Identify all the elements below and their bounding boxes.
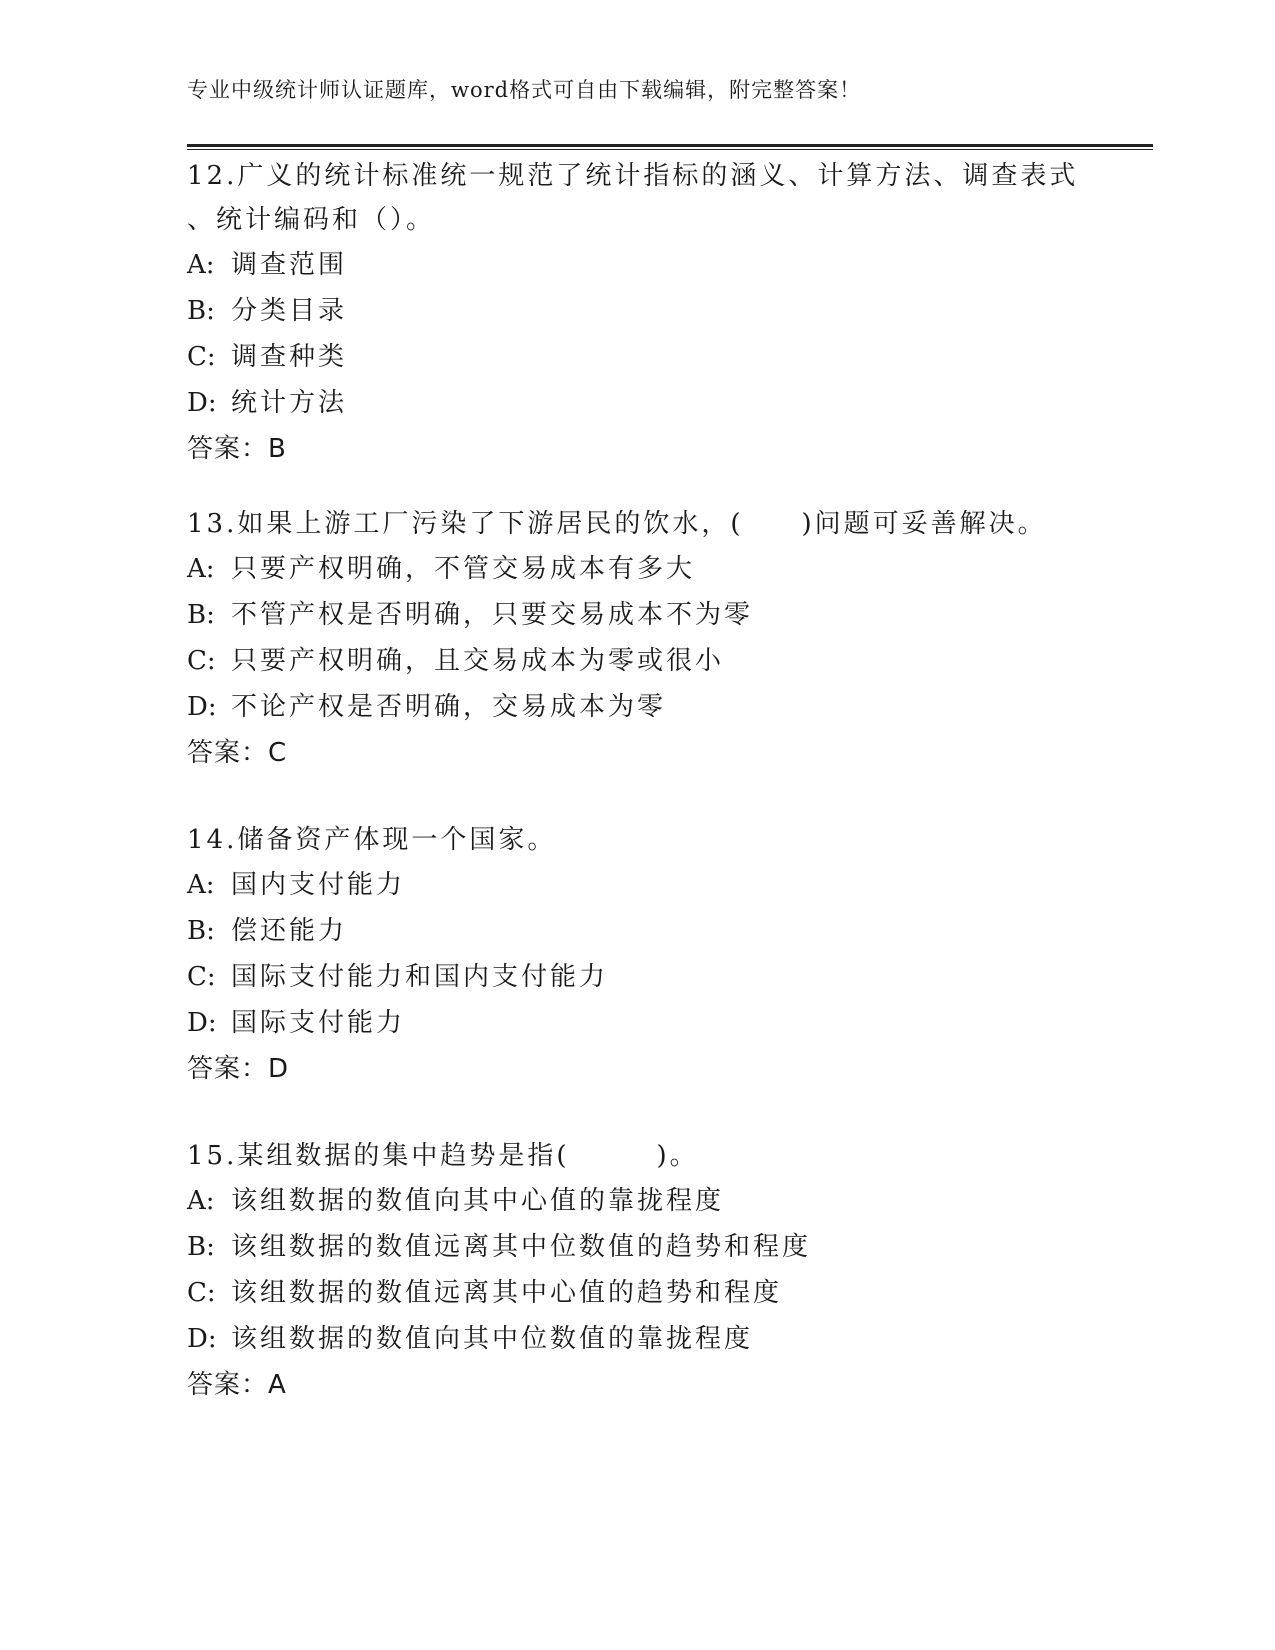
option-letter: C: xyxy=(187,646,216,676)
option-text: 只要产权明确，且交易成本为零或很小 xyxy=(231,646,725,676)
option-c xyxy=(187,638,1087,684)
header-divider xyxy=(187,144,1153,150)
option-letter: D: xyxy=(187,388,217,418)
question-stem: 14.储备资产体现一个国家。 xyxy=(187,825,557,855)
option-text: 国际支付能力 xyxy=(231,1008,406,1038)
question-14 xyxy=(187,818,1087,1092)
option-text: 该组数据的数值向其中心值的靠拢程度 xyxy=(231,1186,725,1216)
option-letter: C: xyxy=(187,342,216,372)
option-letter: D: xyxy=(187,692,217,722)
header-divider-thin xyxy=(187,149,1153,150)
header-divider-thick xyxy=(187,144,1153,147)
option-text: 该组数据的数值远离其中心值的趋势和程度 xyxy=(231,1278,783,1308)
option-text: 分类目录 xyxy=(231,296,348,326)
question-13 xyxy=(187,502,1087,776)
option-letter: A: xyxy=(187,1186,215,1216)
option-letter: D: xyxy=(187,1008,217,1038)
page-header: 专业中级统计师认证题库，word格式可自由下载编辑，附完整答案！ xyxy=(187,78,862,102)
option-text: 调查范围 xyxy=(231,250,348,280)
option-text: 该组数据的数值远离其中位数值的趋势和程度 xyxy=(231,1232,812,1262)
option-c xyxy=(187,954,1087,1000)
option-letter: B: xyxy=(187,600,215,630)
option-letter: A: xyxy=(187,250,215,280)
option-text: 偿还能力 xyxy=(231,916,348,946)
option-text: 不论产权是否明确，交易成本为零 xyxy=(231,692,667,722)
answer-line: 答案：C xyxy=(187,738,288,768)
option-b xyxy=(187,908,1087,954)
option-d xyxy=(187,1000,1087,1046)
question-stem-continued: 、统计编码和（）。 xyxy=(187,205,436,235)
option-text: 国际支付能力和国内支付能力 xyxy=(231,962,609,992)
option-b xyxy=(187,592,1087,638)
option-letter: A: xyxy=(187,554,215,584)
option-letter: C: xyxy=(187,962,216,992)
answer-line: 答案：A xyxy=(187,1370,287,1400)
answer-line: 答案：D xyxy=(187,1054,290,1084)
option-a xyxy=(187,546,1087,592)
option-b xyxy=(187,1224,1087,1270)
option-a xyxy=(187,862,1087,908)
option-d xyxy=(187,380,1087,426)
option-d xyxy=(187,1316,1087,1362)
option-c xyxy=(187,334,1087,380)
option-text: 统计方法 xyxy=(231,388,348,418)
question-stem: 13.如果上游工厂污染了下游居民的饮水，( )问题可妥善解决。 xyxy=(187,509,1047,539)
option-a xyxy=(187,242,1087,288)
question-stem: 15.某组数据的集中趋势是指( )。 xyxy=(187,1141,699,1171)
option-letter: B: xyxy=(187,296,215,326)
question-15 xyxy=(187,1134,1087,1408)
option-letter: A: xyxy=(187,870,215,900)
question-stem: 12.广义的统计标准统一规范了统计指标的涵义、计算方法、调查表式 xyxy=(187,161,1079,191)
option-letter: B: xyxy=(187,916,215,946)
option-text: 国内支付能力 xyxy=(231,870,406,900)
option-b xyxy=(187,288,1087,334)
option-text: 不管产权是否明确，只要交易成本不为零 xyxy=(231,600,754,630)
option-letter: B: xyxy=(187,1232,215,1262)
option-c xyxy=(187,1270,1087,1316)
question-12 xyxy=(187,154,1087,472)
option-d xyxy=(187,684,1087,730)
option-text: 调查种类 xyxy=(231,342,348,372)
option-a xyxy=(187,1178,1087,1224)
answer-line: 答案：B xyxy=(187,434,287,464)
option-text: 该组数据的数值向其中位数值的靠拢程度 xyxy=(231,1324,754,1354)
option-text: 只要产权明确，不管交易成本有多大 xyxy=(231,554,696,584)
option-letter: C: xyxy=(187,1278,216,1308)
option-letter: D: xyxy=(187,1324,217,1354)
